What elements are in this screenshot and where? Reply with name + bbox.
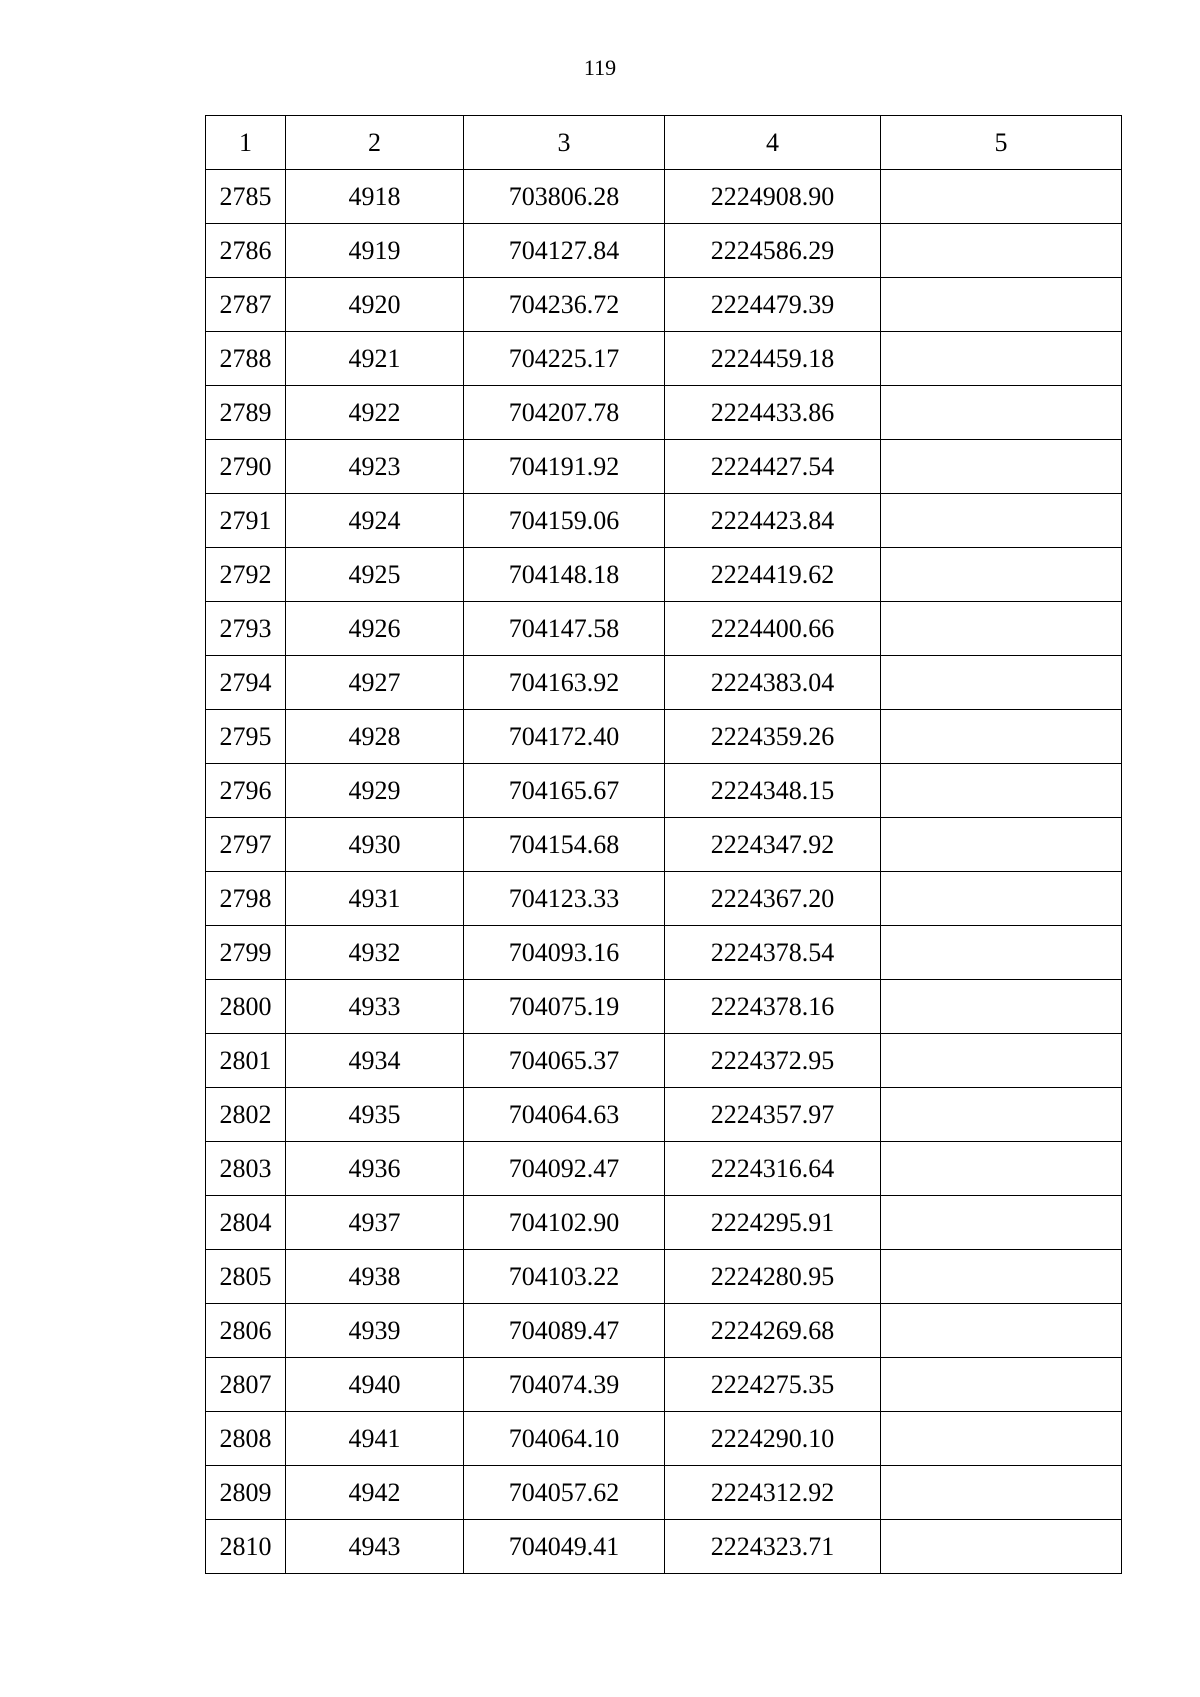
table-cell-col-3: 704049.41 — [464, 1520, 665, 1574]
table-cell-col-1: 2794 — [206, 656, 286, 710]
table-row — [206, 1196, 1122, 1250]
table-cell-col-2: 4929 — [286, 764, 464, 818]
table-cell-col-2: 4920 — [286, 278, 464, 332]
table-cell-col-2: 4930 — [286, 818, 464, 872]
table-cell-col-1: 2807 — [206, 1358, 286, 1412]
table-cell-col-4: 2224275.35 — [665, 1358, 881, 1412]
table-cell-col-5 — [881, 1412, 1122, 1466]
table-row — [206, 386, 1122, 440]
table-cell-col-2: 4935 — [286, 1088, 464, 1142]
table-cell-col-1: 2800 — [206, 980, 286, 1034]
table-cell-col-4: 2224479.39 — [665, 278, 881, 332]
table-cell-col-5 — [881, 764, 1122, 818]
table-cell-col-5 — [881, 818, 1122, 872]
table-cell-col-3: 704163.92 — [464, 656, 665, 710]
table-cell-col-3: 704075.19 — [464, 980, 665, 1034]
table-cell-col-4: 2224269.68 — [665, 1304, 881, 1358]
table-cell-col-1: 2789 — [206, 386, 286, 440]
table-cell-col-4: 2224383.04 — [665, 656, 881, 710]
table-cell-col-4: 2224312.92 — [665, 1466, 881, 1520]
table-cell-col-3: 704148.18 — [464, 548, 665, 602]
table-cell-col-1: 2790 — [206, 440, 286, 494]
table-cell-col-5 — [881, 1358, 1122, 1412]
table-cell-col-1: 2802 — [206, 1088, 286, 1142]
table-row — [206, 710, 1122, 764]
table-cell-col-4: 2224295.91 — [665, 1196, 881, 1250]
table-cell-col-3: 704064.63 — [464, 1088, 665, 1142]
table-cell-col-3: 704064.10 — [464, 1412, 665, 1466]
table-row — [206, 818, 1122, 872]
table-cell-col-1: 2810 — [206, 1520, 286, 1574]
table-cell-col-5 — [881, 224, 1122, 278]
table-cell-col-5 — [881, 548, 1122, 602]
table-cell-col-2: 4918 — [286, 170, 464, 224]
table-cell-col-5 — [881, 1520, 1122, 1574]
table-cell-col-3: 704103.22 — [464, 1250, 665, 1304]
table-cell-col-4: 2224316.64 — [665, 1142, 881, 1196]
table-cell-col-4: 2224347.92 — [665, 818, 881, 872]
table-body — [206, 170, 1122, 1574]
table-cell-col-5 — [881, 1304, 1122, 1358]
table-row — [206, 980, 1122, 1034]
table-cell-col-4: 2224419.62 — [665, 548, 881, 602]
table-cell-col-4: 2224423.84 — [665, 494, 881, 548]
table-cell-col-1: 2806 — [206, 1304, 286, 1358]
table-cell-col-3: 704225.17 — [464, 332, 665, 386]
table-row — [206, 170, 1122, 224]
table-cell-col-5 — [881, 170, 1122, 224]
table-row — [206, 1142, 1122, 1196]
header-row — [206, 116, 1122, 170]
table-cell-col-5 — [881, 1142, 1122, 1196]
table-row — [206, 656, 1122, 710]
table-row — [206, 332, 1122, 386]
table-row — [206, 602, 1122, 656]
table-cell-col-5 — [881, 1250, 1122, 1304]
table-row — [206, 1412, 1122, 1466]
table-cell-col-4: 2224348.15 — [665, 764, 881, 818]
table-cell-col-2: 4924 — [286, 494, 464, 548]
table-cell-col-4: 2224378.16 — [665, 980, 881, 1034]
table-cell-col-5 — [881, 1466, 1122, 1520]
table-cell-col-5 — [881, 278, 1122, 332]
header-cell-4: 4 — [665, 116, 881, 170]
table-row — [206, 926, 1122, 980]
table-cell-col-4: 2224378.54 — [665, 926, 881, 980]
table-cell-col-2: 4940 — [286, 1358, 464, 1412]
table-cell-col-2: 4928 — [286, 710, 464, 764]
table-cell-col-2: 4942 — [286, 1466, 464, 1520]
table-cell-col-3: 704159.06 — [464, 494, 665, 548]
table-cell-col-5 — [881, 332, 1122, 386]
table-cell-col-2: 4923 — [286, 440, 464, 494]
table-cell-col-2: 4936 — [286, 1142, 464, 1196]
table-cell-col-5 — [881, 440, 1122, 494]
table-row — [206, 1358, 1122, 1412]
table-cell-col-4: 2224908.90 — [665, 170, 881, 224]
table-cell-col-5 — [881, 926, 1122, 980]
table-row — [206, 1088, 1122, 1142]
table-row — [206, 224, 1122, 278]
table-row — [206, 278, 1122, 332]
table-cell-col-3: 703806.28 — [464, 170, 665, 224]
table-cell-col-2: 4941 — [286, 1412, 464, 1466]
table-row — [206, 440, 1122, 494]
table-cell-col-4: 2224359.26 — [665, 710, 881, 764]
table-cell-col-4: 2224586.29 — [665, 224, 881, 278]
table-cell-col-5 — [881, 494, 1122, 548]
table-cell-col-5 — [881, 710, 1122, 764]
table-cell-col-5 — [881, 386, 1122, 440]
table-row — [206, 764, 1122, 818]
table-cell-col-1: 2787 — [206, 278, 286, 332]
table-cell-col-1: 2803 — [206, 1142, 286, 1196]
table-cell-col-2: 4919 — [286, 224, 464, 278]
table-header — [206, 116, 1122, 170]
table-cell-col-1: 2797 — [206, 818, 286, 872]
table-cell-col-4: 2224427.54 — [665, 440, 881, 494]
table-cell-col-3: 704093.16 — [464, 926, 665, 980]
table-cell-col-1: 2791 — [206, 494, 286, 548]
table-cell-col-1: 2785 — [206, 170, 286, 224]
table-cell-col-3: 704147.58 — [464, 602, 665, 656]
table-cell-col-4: 2224400.66 — [665, 602, 881, 656]
table-cell-col-2: 4922 — [286, 386, 464, 440]
table-cell-col-5 — [881, 872, 1122, 926]
table-cell-col-1: 2804 — [206, 1196, 286, 1250]
table-cell-col-2: 4931 — [286, 872, 464, 926]
table-cell-col-4: 2224367.20 — [665, 872, 881, 926]
table-cell-col-1: 2809 — [206, 1466, 286, 1520]
table-cell-col-3: 704154.68 — [464, 818, 665, 872]
header-cell-3: 3 — [464, 116, 665, 170]
table-row — [206, 1520, 1122, 1574]
table-cell-col-3: 704065.37 — [464, 1034, 665, 1088]
table-cell-col-4: 2224357.97 — [665, 1088, 881, 1142]
table-row — [206, 548, 1122, 602]
table-cell-col-5 — [881, 1034, 1122, 1088]
table-cell-col-2: 4932 — [286, 926, 464, 980]
table-cell-col-5 — [881, 656, 1122, 710]
table-cell-col-2: 4934 — [286, 1034, 464, 1088]
table-cell-col-3: 704123.33 — [464, 872, 665, 926]
table-cell-col-3: 704102.90 — [464, 1196, 665, 1250]
table-row — [206, 872, 1122, 926]
table-cell-col-2: 4927 — [286, 656, 464, 710]
table-cell-col-4: 2224433.86 — [665, 386, 881, 440]
table-cell-col-3: 704236.72 — [464, 278, 665, 332]
table-cell-col-3: 704074.39 — [464, 1358, 665, 1412]
table-cell-col-2: 4939 — [286, 1304, 464, 1358]
table-cell-col-3: 704092.47 — [464, 1142, 665, 1196]
table-cell-col-5 — [881, 1196, 1122, 1250]
table-cell-col-3: 704089.47 — [464, 1304, 665, 1358]
header-cell-1: 1 — [206, 116, 286, 170]
table-cell-col-3: 704207.78 — [464, 386, 665, 440]
table-row — [206, 1034, 1122, 1088]
table-cell-col-1: 2805 — [206, 1250, 286, 1304]
table-cell-col-4: 2224372.95 — [665, 1034, 881, 1088]
table-row — [206, 1250, 1122, 1304]
table-cell-col-5 — [881, 1088, 1122, 1142]
table-row — [206, 1304, 1122, 1358]
table-cell-col-5 — [881, 980, 1122, 1034]
table-cell-col-1: 2808 — [206, 1412, 286, 1466]
table-row — [206, 494, 1122, 548]
coordinates-table — [205, 115, 1122, 1574]
table-cell-col-2: 4933 — [286, 980, 464, 1034]
table-cell-col-4: 2224323.71 — [665, 1520, 881, 1574]
table-cell-col-2: 4925 — [286, 548, 464, 602]
table-cell-col-2: 4937 — [286, 1196, 464, 1250]
table-row — [206, 1466, 1122, 1520]
table-cell-col-4: 2224280.95 — [665, 1250, 881, 1304]
table-cell-col-1: 2795 — [206, 710, 286, 764]
page-number: 119 — [583, 55, 617, 80]
table-cell-col-4: 2224459.18 — [665, 332, 881, 386]
header-cell-5: 5 — [881, 116, 1122, 170]
table-cell-col-1: 2796 — [206, 764, 286, 818]
table-cell-col-1: 2798 — [206, 872, 286, 926]
table-cell-col-2: 4921 — [286, 332, 464, 386]
table-cell-col-3: 704127.84 — [464, 224, 665, 278]
header-cell-2: 2 — [286, 116, 464, 170]
table-cell-col-5 — [881, 602, 1122, 656]
table-cell-col-3: 704057.62 — [464, 1466, 665, 1520]
table-cell-col-3: 704191.92 — [464, 440, 665, 494]
table-cell-col-2: 4943 — [286, 1520, 464, 1574]
table-cell-col-3: 704172.40 — [464, 710, 665, 764]
table-cell-col-2: 4938 — [286, 1250, 464, 1304]
table-cell-col-3: 704165.67 — [464, 764, 665, 818]
table-cell-col-1: 2792 — [206, 548, 286, 602]
table-cell-col-1: 2788 — [206, 332, 286, 386]
table-cell-col-1: 2793 — [206, 602, 286, 656]
table-cell-col-2: 4926 — [286, 602, 464, 656]
table-cell-col-1: 2786 — [206, 224, 286, 278]
table-cell-col-4: 2224290.10 — [665, 1412, 881, 1466]
table-cell-col-1: 2799 — [206, 926, 286, 980]
table-cell-col-1: 2801 — [206, 1034, 286, 1088]
